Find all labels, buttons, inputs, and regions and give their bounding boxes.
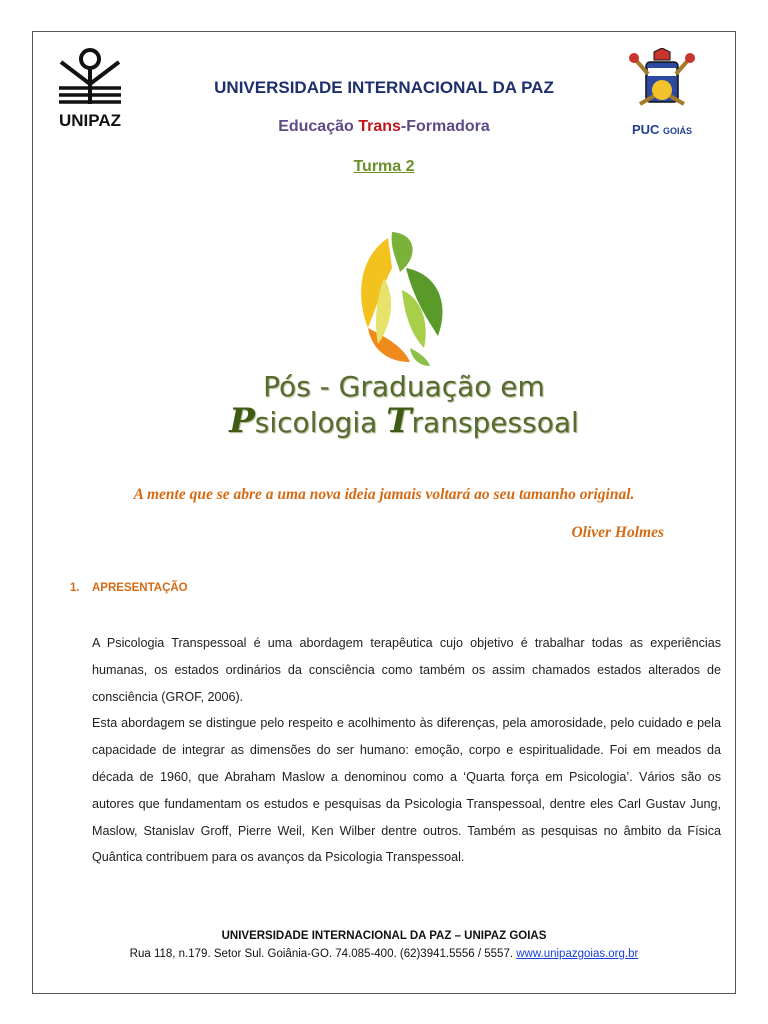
section-body xyxy=(92,630,721,871)
website-link[interactable]: www.unipazgoias.org.br xyxy=(516,948,639,960)
footer-address-text: Rua 118, n.179. Setor Sul. Goiânia-GO. 74.085-400. (62)3941.5556 / 5557. xyxy=(129,948,517,960)
paragraph: Esta abordagem se distingue pelo respeito e acolhimento às diferenças, pela amorosidade, pelo cuidado e pela capacidade de integrar as dimensões do ser humano: emoção, corpo e espiritualidade. Foi em meados da década de 1960, que Abraham Maslow a denominou como a ‘Quarta força em Psicologia’. Vários são os autores que fundamentam os estudos e pesquisas da Psicologia Transpessoal, dentre eles Carl Gustav Jung, Maslow, Stanislav Groff, Pierre Weil, Ken Wilber dentre outros. Também as pesquisas no âmbito da Física Quântica contribuem para os avanços da Psicologia Transpessoal. xyxy=(92,716,721,865)
edu-trans: Trans xyxy=(358,118,401,135)
section-heading xyxy=(70,582,188,594)
edu-part3: -Formadora xyxy=(400,118,490,135)
turma-label: Turma 2 xyxy=(353,158,415,175)
epigraph-author: Oliver Holmes xyxy=(571,524,664,541)
course-title-line2: Psicologia Transpessoal xyxy=(229,401,579,441)
section-title: APRESENTAÇÃO xyxy=(92,582,188,594)
edu-part1: Educação xyxy=(278,118,359,135)
epigraph-quote: A mente que se abre a uma nova ideia jamais voltará ao seu tamanho original. xyxy=(133,486,635,503)
education-subtitle xyxy=(0,118,768,136)
university-title: UNIVERSIDADE INTERNACIONAL DA PAZ xyxy=(214,78,554,97)
footer-address xyxy=(0,948,768,960)
section-number: 1. xyxy=(70,582,80,594)
transpersonal-emblem xyxy=(348,228,458,368)
footer-title: UNIVERSIDADE INTERNACIONAL DA PAZ – UNIPAZ GOIAS xyxy=(221,930,547,942)
course-title-line1: Pós - Graduação em xyxy=(263,370,545,403)
paragraph: A Psicologia Transpessoal é uma abordagem terapêutica cujo objetivo é trabalhar todas as experiências humanas, os estados ordinários da consciência como também os assim chamados estados alterados de consciência (GROF, 2006). xyxy=(92,636,721,704)
puc-goias-logo-text: PUC GOIÁS xyxy=(631,122,693,137)
course-title-banner xyxy=(0,370,768,440)
unipaz-logo-text: UNIPAZ xyxy=(58,111,122,130)
